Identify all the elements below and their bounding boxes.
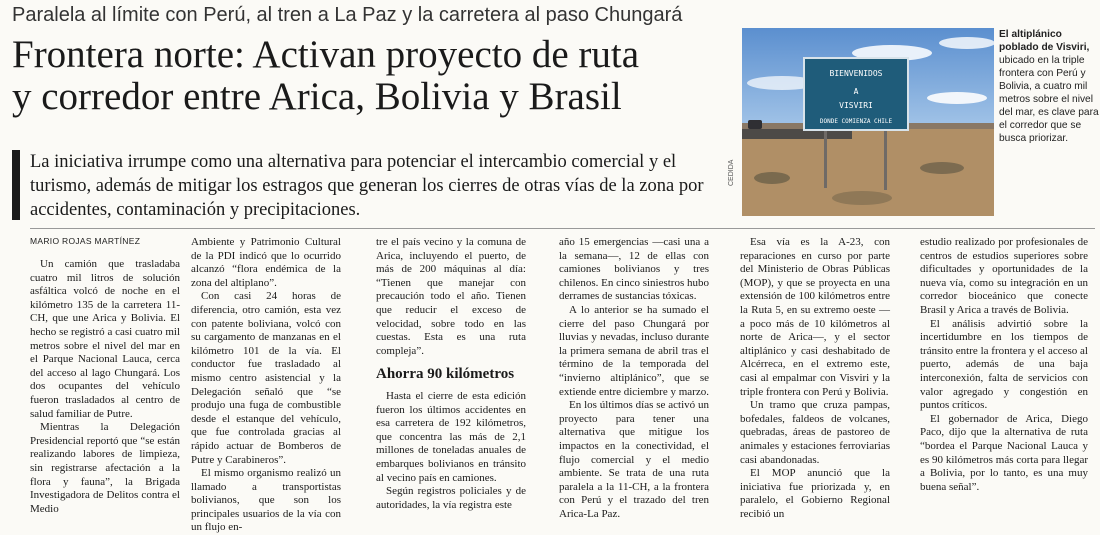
byline-rule [30, 228, 1095, 229]
photo-caption [999, 28, 1099, 145]
caption-bold: El altiplánico poblado de Visviri, [999, 29, 1090, 53]
paragraph: En los últimos días se activó un proyecto para tener una alternativa que mitigue los impactos en la conectividad, el flujo comercial y el medio ambiente. Se trata de una ruta paralela a la 11-CH, a la frontera con Perú y el trazado del tren Arica-La Paz. [559, 399, 709, 520]
paragraph: El gobernador de Arica, Diego Paco, dijo que la alternativa de ruta “bordea el Parque Nacional Lauca y es 90 kilómetros más corta para llegar a Bolivia, por lo tanto, es una muy buena señal”. [920, 412, 1088, 493]
column-6 [920, 236, 1088, 494]
headline-line-2: y corredor entre Arica, Bolivia y Brasil [12, 75, 622, 118]
paragraph: Un tramo que cruza pampas, bofedales, faldeos de volcanes, quebradas, áreas de pastoreo de animales y estaciones ferroviarias casi abandonadas. [740, 399, 890, 466]
pretitle: Paralela al límite con Perú, al tren a La Paz y la carretera al paso Chungará [12, 4, 683, 26]
paragraph: año 15 emergencias —casi una a la semana—, 12 de ellas con camiones bolivianos y tres chilenos. En cinco siniestros hubo derrames de sustancias tóxicas. [559, 236, 710, 303]
lead-bar [12, 150, 20, 220]
paragraph: estudio realizado por profesionales de centros de estudios superiores sobre dificultades y oportunidades de la nueva vía, como su integración en un corredor bioceánico que conecte Brasil y Arica a través de Bolivia. [920, 236, 1088, 316]
paragraph: El MOP anunció que la iniciativa fue priorizada y, en paralelo, el Gobierno Regional recibió un [740, 467, 890, 520]
sign-line-1: BIENVENIDOS [829, 69, 883, 78]
paragraph: Un camión que trasladaba cuatro mil litros de solución asfáltica volcó de noche en el kilómetro 135 de la carretera 11-CH, que une Arica y Bolivia. El hecho se registró a casi cuatro mil metros sobre el nivel del mar en el Parque Nacional Lauca, cerca del acceso al lago Chungará. Los dos ocupantes del vehículo fueron trasladados al centro de salud familiar de Putre. [30, 258, 180, 420]
lead-paragraph: La iniciativa irrumpe como una alternativa para potenciar el intercambio comercial y el turismo, además de mitigar los estragos que generan los cierres de otras vías de la zona por accidentes, contaminación y precipitaciones. [30, 152, 704, 220]
caption-text: ubicado en la triple frontera con Perú y Bolivia, a cuatro mil metros sobre el nivel del mar, es clave para el corredor que se busca priorizar. [999, 55, 1099, 144]
paragraph: tre el país vecino y la comuna de Arica, incluyendo el puerto, de más de 200 máquinas al día: “Tienen que manejar con precaución todo el año. Tienen que reducir el exceso de velocidad, sobre todo en las cuestas. Esta es una ruta compleja”. [376, 236, 526, 357]
byline: MARIO ROJAS MARTÍNEZ [30, 236, 141, 246]
column-4 [559, 236, 709, 521]
paragraph: Esa vía es la A-23, con reparaciones en curso por parte del Ministerio de Obras Públicas (MOP), y que se proyecta en una extensión de 100 kilómetros entre la Ruta 5, en su extremo oeste —a poco más de 10 kilómetros al norte de Arica—, y el sector altiplánico y casi deshabitado de Alcérreca, en el extremo este, casi al empalmar con Visviri y la triple frontera con Perú y Bolivia. [740, 236, 890, 398]
column-5 [740, 236, 890, 521]
column-2 [191, 236, 341, 535]
paragraph: El mismo organismo realizó un llamado a transportistas bolivianos, que son los principales usuarios de la vía con un flujo en- [191, 467, 341, 534]
photo-credit: CEDIDA [728, 159, 735, 186]
paragraph: Ambiente y Patrimonio Cultural de la PDI indicó que lo ocurrido alcanzó “flora endémica de la zona del altiplano”. [191, 236, 341, 289]
paragraph: Mientras la Delegación Presidencial reportó que “se están realizando labores de limpieza, sin registrarse afectación a la flora y fauna”, la Brigada Investigadora de Delitos contra el Medio [30, 421, 180, 515]
paragraph: Hasta el cierre de esta edición fueron los últimos accidentes en esa carretera de 192 kilómetros, que concentra las más de 2,1 millones de toneladas anuales de embarques bolivianos en tránsito al vecino país en camiones. [376, 389, 526, 484]
visviri-photo [742, 28, 994, 216]
paragraph: A lo anterior se ha sumado el cierre del paso Chungará por lluvias y nevadas, incluso durante la primera semana de abril tras el término de la temporada del “invierno altiplánico”, que se extiende entre diciembre y marzo. [559, 303, 709, 398]
paragraph: Con casi 24 horas de diferencia, otro camión, esta vez con patente boliviana, volcó con su cargamento de manzanas en el kilómetro 101 de la vía. El conductor fue trasladado al mismo centro asistencial y la Delegación señaló que “se produjo una fuga de combustible desde el estanque del vehículo, que fue controlada gracias al rápido actuar de Bomberos de Putre y Carabineros”. [191, 290, 341, 466]
headline-line-1: Frontera norte: Activan proyecto de ruta [12, 33, 640, 76]
headline [12, 34, 732, 118]
sign-line-4: DONDE COMIENZA CHILE [819, 118, 893, 125]
paragraph: Según registros policiales y de autoridades, la vía registra este [376, 485, 526, 511]
column-3 [376, 236, 526, 512]
sign-line-2: A [853, 87, 859, 96]
paragraph: El análisis advirtió sobre la incertidumbre en los tiempos de tránsito entre la frontera y el acceso al puerto, además de una baja interconexión, falta de servicios con valor agregado y congestión en puntos críticos. [920, 317, 1088, 412]
column-1 [30, 258, 180, 516]
sign-line-3: VISVIRI [839, 101, 873, 110]
subhead: Ahorra 90 kilómetros [376, 366, 515, 383]
